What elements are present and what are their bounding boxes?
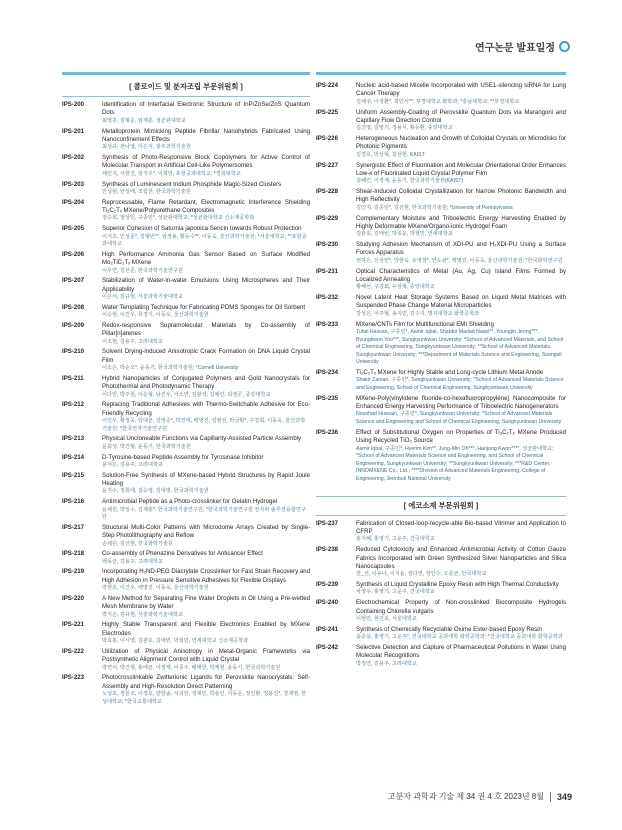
presentation-code: IPS-215	[62, 471, 85, 479]
presentation-title: Water Templating Technique for Fabricating PDMS Sponges for Oil Sorbent	[102, 303, 306, 311]
presentation-authors: 윤지은, 김용주, 고려대학교	[102, 461, 163, 468]
presentation-code: IPS-207	[62, 277, 85, 285]
presentation-title: Ti₃C₂Tₓ MXene for Highly Stable and Long-cycle Lithium Metal Anode	[356, 368, 544, 376]
presentation-code: IPS-238	[316, 546, 339, 554]
presentation-code: IPS-210	[62, 348, 85, 356]
list-item	[316, 162, 566, 186]
left-column	[62, 72, 310, 709]
circle-icon	[559, 41, 570, 52]
presentation-code: IPS-225	[316, 108, 339, 116]
presentation-title: Incorporating H₂ND-PEG Diacrylate Crosslinker for Fast Strain Recovery and High Adhesion in Pressure Sensitive Adhesives for Flexible Displays	[102, 568, 310, 584]
section-rule	[316, 515, 566, 516]
presentation-code: IPS-213	[62, 435, 85, 443]
presentation-title: Antimicrobial Peptide as a Photo-crosslinker for Gelatin Hydrogel	[102, 498, 278, 506]
presentation-title: Uniform Assembly-Coating of Perovskite Quantum Dots via Marangoni and Capillary Flow Direction Control	[356, 108, 566, 124]
presentation-code: IPS-206	[62, 250, 85, 258]
presentation-code: IPS-202	[62, 154, 85, 161]
presentation-code: IPS-205	[62, 225, 85, 233]
presentation-authors: 홍지혜, 홍영기, 고운주, 건국대학교	[356, 536, 435, 543]
presentation-authors: 윤채원, 박일수, 김재홍*, 한국과학기술연구원; *한국과학기술연구원 전자파 솔루션융합연구단	[102, 506, 306, 521]
presentation-code: IPS-220	[62, 594, 85, 602]
presentation-title: A New Method for Separating Fine Water Droplets in Oil Using a Pre-wetted Mesh Membrane by Water	[102, 594, 310, 611]
presentation-title: Metalloprotein Mimicking Peptide Fibrillar Nanohybrids Fabricated Using Nanoconfinement Effects	[102, 127, 310, 143]
presentation-code: IPS-228	[316, 188, 339, 195]
presentation-authors: 이소현, 김용주, 고려대학교	[102, 338, 163, 345]
presentation-code: IPS-201	[62, 127, 85, 135]
presentation-title: Solution-Free Synthesis of MXene-based Hybrid Structures by Rapid Joule Heating	[102, 471, 310, 488]
presentation-title: Reduced Cytotoxicity and Enhanced Antimicrobial Activity of Cotton Gauze Fabrics Incorporated with Green Synthesized Silver Nanoparticles and Silica Nanocapsules	[356, 546, 566, 570]
section-title-colloid: [ 콜로이드 및 분자조립 부문위원회 ]	[129, 82, 243, 91]
section-rule	[316, 496, 566, 497]
presentation-authors: 강성은, 이주형, 송지민, 김수지, 명지대학교 화학공학과	[356, 310, 480, 317]
presentation-authors: 박효홍, 이서영, 김관호, 김태빈, 박철민, 연세대학교 신소재공학과	[102, 638, 249, 645]
presentation-code: IPS-235	[316, 394, 339, 402]
presentation-code: IPS-219	[62, 568, 85, 576]
presentation-title: Reprocessable, Flame Retardant, Electromagnetic Interference Shielding Ti₃C₂Tₓ MXene/Polyurethane Composites	[102, 198, 310, 214]
presentation-code: IPS-227	[316, 161, 339, 169]
list-item	[62, 454, 310, 470]
presentation-authors: 이인우, 황정욱, 임대균, 김영준*, 박진태, 백명진, 김현선, 박금환*, 구강회, 이동욱, 울산과학기술원; *한국전자기술연구원	[102, 418, 306, 432]
page-header	[475, 39, 570, 54]
list-item	[62, 225, 310, 249]
presentation-authors: 노성호, 정원조, 이경호, 양한솔, 서의한, 정재민, 박솔인, 이동운, 정인환, 정용진*, 경재영, 한성대학교; *한국교통대학교	[102, 691, 307, 705]
presentation-authors: Aamir Iqbal, 구종민*, Hyerim Kim**, Jung-Min Oh***, Hanjung Kwon****, 성균관대학교; *School of Advanced Materials Science and Engineering, and School of Chemical Engineering, Sungkyunkwan University; **Sungkyunkwan University; ***R&D Center, INNOMXENE Co., Ltd.; ****Division of Advanced Materials Engineering, College of Engineering, Jeonbuk National University	[356, 445, 554, 482]
presentation-authors: 채민지, 서현진, 임지우*, 이희민, 포항공과대학교; *경희대학교	[102, 170, 241, 177]
divider	[550, 792, 551, 802]
list-item	[316, 109, 566, 133]
presentation-title: Hybrid Nanoparticles of Conjugated Polymers and Gold Nanocrystals for Photothermal and Photodynamic Therapy	[102, 374, 310, 391]
presentation-code: IPS-204	[62, 198, 85, 206]
presentation-code: IPS-208	[62, 303, 85, 311]
presentation-authors: 이우연, 김선준, 한국과학기술연구원	[102, 267, 183, 274]
presentation-list-right	[316, 82, 566, 484]
presentation-authors: Noushad Hussain, 구종민*, Sungkyunkwan University; *School of Advanced Materials Science and Engineering and School of Chemical Engineering, Sungkyunkwan University	[356, 411, 562, 426]
presentation-code: IPS-214	[62, 453, 85, 461]
presentation-code: IPS-229	[316, 214, 339, 222]
presentation-authors: 최성규, 전나영, 이은지, 광주과학기술원	[102, 144, 191, 151]
presentation-title: Structural Multi-Color Patterns with Microdome Arrays Created by Single-Step Photolithography and Reflow	[102, 523, 310, 540]
presentation-title: Synthesis of Luminescent Indium Phosphide Magic-Sized Clusters	[102, 180, 282, 188]
column-top-bar	[316, 72, 566, 75]
presentation-title: MXene/CNTs Film for Multifunctional EMI Shielding	[356, 320, 494, 328]
presentation-title: Effect of Substitutional Oxygen on Properties of Ti₃C₂Tₓ MXene Produced Using Recycled TiO₂ Source	[356, 428, 566, 445]
presentation-title: Optical Characteristics of Metal (Au, Ag, Cu) Island Films Formed by Localized Annealing	[356, 267, 566, 283]
presentation-authors: 윤지수, 정희태, 김승영, 김대영, 한국과학기술원	[102, 488, 209, 495]
presentation-code: IPS-216	[62, 498, 85, 506]
presentation-authors: Shakir Zaman, 구종민*, Sungkyunkwan University; *School of Advanced Materials Science and Engineering, School of Chemical Engineering, Sungkyunkwan University	[356, 377, 564, 391]
presentation-code: IPS-232	[316, 294, 339, 301]
presentation-code: IPS-209	[62, 321, 85, 329]
list-item	[316, 520, 566, 544]
list-item	[62, 498, 310, 522]
list-item	[62, 568, 310, 592]
presentation-authors: 이다빈, 박주현, 이운형, 남진우, 이소연, 김광석, 김채린, 티엔콘, 중앙대학교	[102, 391, 271, 398]
presentation-authors: 윤회성, 박건형, 윤동기, 한국과학기술원	[102, 443, 191, 450]
list-item	[316, 135, 566, 159]
presentation-code: IPS-234	[316, 368, 339, 376]
presentation-code: IPS-242	[316, 643, 339, 651]
presentation-title: Complementary Moisture and Triboelectric Energy Harvesting Enabled by Highly Deformable MXene/Organo-ionic Hydrogel Foam	[356, 214, 566, 230]
journal-info: 고분자 과학과 기술 제 34 권 4 호 2023년 8월	[387, 792, 544, 801]
presentation-code: IPS-230	[316, 241, 339, 248]
presentation-title: Selective Detection and Capture of Pharmaceutical Pollutions in Water Using Molecular Recognitions	[356, 643, 566, 660]
list-item	[316, 644, 566, 668]
presentation-title: Photocrosslinkable Zwitterionic Ligands for Perovskite Nanocrystals: Self-Assembly and High-Resolution Direct Patterning	[102, 674, 310, 690]
presentation-code: IPS-223	[62, 674, 85, 682]
presentation-list-left	[62, 101, 310, 706]
presentation-title: Fabrication of Closed-loop-recycle-able Bio-based Vitrimer and Application to CFRP	[356, 519, 566, 536]
presentation-title: D-Tyrosine-based Peptide Assembly for Tyrosinase Inhibitor	[102, 453, 264, 461]
list-item	[62, 401, 310, 433]
list-item	[316, 626, 566, 642]
presentation-title: Heterogeneous Nucleation and Growth of Colloidal Crystals on Microdisks for Photonic Pigments	[356, 135, 566, 151]
presentation-title: Synthesis of Liquid Crystalline Epoxy Resin with High Thermal Conductivity	[356, 581, 559, 589]
list-item	[316, 268, 566, 292]
presentation-list-eco	[316, 520, 566, 669]
list-item	[62, 101, 310, 125]
presentation-title: Synthesis of Photo-Responsive Block Copolymers for Active Control of Molecular Transport in Artificial Cell-Like Polymersomes	[102, 154, 310, 170]
list-item	[316, 581, 566, 597]
presentation-code: IPS-221	[62, 621, 85, 629]
presentation-authors: 김채주, 이정환*, 최민서**, 부경대학교 화학과; *충남대학교; **부경대학교	[356, 98, 520, 105]
list-item	[62, 304, 310, 320]
presentation-authors: 박현호, 이건우, 백명진, 이동욱, 울산과학기술원	[102, 585, 209, 592]
presentation-title: Co-assembly of Phenazine Derivatives for Anticancer Effect	[102, 550, 263, 558]
list-item	[316, 215, 566, 239]
page-number: 349	[556, 791, 572, 802]
presentation-title: Nucleic acid-based Micelle Incorporated with USE1-silencing siRNA for Lung Cancer Therapy	[356, 82, 566, 98]
list-item	[316, 241, 566, 265]
list-item	[316, 321, 566, 367]
list-item	[62, 128, 310, 152]
presentation-authors: 박정연, 김용주, 고려대학교	[356, 660, 417, 667]
presentation-authors: 박지은, 김규현, 서울과학기술대학교	[102, 611, 183, 618]
list-item	[62, 524, 310, 548]
presentation-authors: 윤준실, 홍영기, 고운주*, 건국대학교 공과대학 화학공학과; *건국대학교 공과대학 화학공학과	[356, 634, 563, 641]
presentation-authors: 안성현, 안성배, 조힘찬, 한국과학기술원	[102, 188, 191, 195]
presentation-authors: 백동균, 김용주, 고려대학교	[102, 558, 163, 565]
presentation-authors: 이은서, 김규현, 서울과학기술대학교	[102, 294, 183, 301]
presentation-code: IPS-222	[62, 647, 85, 655]
list-item	[62, 375, 310, 399]
list-item	[62, 199, 310, 223]
presentation-code: IPS-203	[62, 180, 85, 188]
list-item	[316, 429, 566, 484]
list-item	[62, 322, 310, 346]
presentation-authors: 김관호, 김태빈, 박종윤, 박철민, 연세대학교	[356, 231, 453, 238]
presentation-code: IPS-218	[62, 550, 85, 558]
presentation-authors: 정승희, 정성민, 구종민*, 성균관대학교; *성균관대학교 신소재공학과	[102, 215, 255, 222]
presentation-code: IPS-237	[316, 519, 339, 527]
list-item	[62, 277, 310, 301]
presentation-code: IPS-211	[62, 374, 84, 382]
list-item	[62, 472, 310, 496]
presentation-authors: 황혜선, 구강회, 유상혁, 중앙대학교	[356, 284, 435, 291]
presentation-title: Shear-Induced Colloidal Crystallization for Narrow Photonic Bandwidth and High Reflectivity	[356, 188, 566, 204]
list-item	[316, 599, 566, 623]
presentation-authors: 김인지, 김종민*, 김선현, 한국과학기술원; *University of Pennsylvania	[356, 204, 513, 211]
presentation-authors: 박연서, 박건형, 홍태균, 이정재, 이종주, 배태한, 박계현, 윤동기, 한국과학기술원	[102, 664, 281, 671]
header-title: 연구논문 발표일정	[474, 43, 555, 54]
presentation-code: IPS-236	[316, 428, 339, 436]
list-item	[62, 550, 310, 566]
presentation-authors: 이소은, 박순오*, 윤동기, 한국과학기술원; *Cornell University	[102, 365, 239, 372]
section-rule	[62, 96, 310, 97]
list-item	[62, 595, 310, 619]
list-item	[62, 648, 310, 672]
page-footer	[388, 791, 572, 802]
presentation-title: Utilization of Physical Anisotropy in Metal-Organic Frameworks via Postsynthetic Alignment Control with Liquid Crystal	[102, 647, 310, 664]
presentation-authors: 한_선, 이유나, 이지윤, 권다연, 정인수, 오준균, 단국대학교	[356, 571, 487, 578]
presentation-code: IPS-231	[316, 267, 339, 275]
presentation-code: IPS-217	[62, 523, 85, 531]
presentation-title: Novel Latent Heat Storage Systems Based on Liquid Metal Matrices with Suspended Phase Change Material Microparticles	[356, 294, 566, 310]
right-column	[316, 72, 566, 670]
list-item	[316, 82, 566, 106]
presentation-title: Redox-responsive Supramolecular Materials by Co-assembly of Pillar[n]arenes	[102, 321, 310, 338]
presentation-code: IPS-239	[316, 581, 339, 589]
presentation-authors: 이지호, 민성준*, 김형빈**, 임정용, 황동수**, 이동욱, 울산과학기술원; *서울대학교; **포항공과대학교	[102, 233, 307, 248]
presentation-authors: 차영우, 홍영기, 고운주, 건국대학교	[356, 589, 435, 596]
presentation-authors: 이현민, 현진호, 서울대학교	[356, 615, 417, 622]
presentation-title: Physical Uncloneable Functions via Capillarity-Assisted Particle Assembly	[102, 435, 302, 443]
presentation-authors: 김경호, 박상혁, 김선현, KAIST	[356, 151, 425, 158]
column-top-bar	[62, 72, 310, 75]
presentation-authors: 김진영, 김병기, 정용식, 황동환, 중앙대학교	[356, 125, 453, 132]
presentation-title: Electrochemical Property of Non-crosslinked Biocomposite Hydrogels Containing Chlorella vulgaris	[356, 599, 566, 615]
presentation-authors: 최영훈, 김형준, 임재훈, 성균관대학교	[102, 117, 186, 124]
presentation-title: Studying Adhesion Mechanism of XDI-PU and H₂XDI-PU Using a Surface Forces Apparatus	[356, 241, 566, 257]
presentation-title: Solvent Drying-induced Anisotropic Crack Formation on DNA Liquid Crystal Film	[102, 348, 310, 364]
presentation-authors: Tufail Hassan, 구종민*, Aamir Iqbal, Shabbir Madad Naqvi**, Youngjin Jeong***, Byungkwon Yoo***, Sungkyunkwan University; *School of Advanced Materials, and School of Chemical Engineering, Sungkyunkwan University; **School of Advanced Materials, Sungkyunkwan University; ***Department of Materials Science and Engineering, Soongsil University	[356, 328, 564, 366]
presentation-code: IPS-212	[62, 401, 85, 409]
list-item	[316, 188, 566, 212]
list-item	[62, 674, 310, 706]
list-item	[316, 395, 566, 427]
presentation-title: Synthesis of Chemically Recyclable Oxime Ester-based Epoxy Resin	[356, 625, 542, 633]
presentation-title: Stabilization of Water-in-water Emulsions Using Microspheres and Their Applicability	[102, 277, 310, 293]
presentation-authors: 손채원, 김선현, 한국과학기술원	[102, 540, 173, 547]
list-item	[316, 369, 566, 393]
list-item	[62, 154, 310, 178]
list-item	[62, 251, 310, 275]
presentation-title: High Performance Ammonia Gas Sensor Based on Surface Modified Mo₂TiC₂Tₓ MXene	[102, 250, 310, 267]
presentation-authors: 권하은, 신상민*, 박현욱, 유영창*, 안도완*, 백명진, 이동욱, 울산과학기술원; *한국화학연구원	[356, 257, 563, 264]
presentation-authors: 이승현, 이건우, 류경기, 이동욱, 울산과학기술원	[102, 312, 209, 319]
list-item	[316, 546, 566, 579]
presentation-code: IPS-240	[316, 599, 339, 607]
presentation-title: Identification of Interfacial Electronic Structure of InP/ZnSe/ZnS Quantum Dots	[102, 101, 310, 117]
presentation-title: Highly Stable Transparent and Flexible Electronics Enabled by MXene Electrodes	[102, 621, 310, 637]
presentation-code: IPS-233	[316, 320, 339, 328]
presentation-code: IPS-241	[316, 625, 339, 633]
list-item	[62, 621, 310, 645]
presentation-title: Replacing Traditional Adhesives with Thermo-Switchable Adhesive for Eco-Friendly Recycling	[102, 401, 310, 417]
presentation-title: Superior Cohesion of Saturnia japonica Sericin towards Robust Protection	[102, 225, 302, 233]
list-item	[316, 294, 566, 318]
presentation-code: IPS-226	[316, 135, 339, 142]
list-item	[62, 348, 310, 372]
list-item	[62, 435, 310, 451]
presentation-authors: 김혜민, 이정재, 윤동기, 한국과학기술원(KAIST)	[356, 178, 464, 185]
presentation-title: MXene-Poly(vinylidene fluoride-co-hexafluoropropylene) Nanocomposite for Enhanced Energy Harvesting Performance of Triboelectric Nanogenerators	[356, 394, 566, 411]
presentation-title: Synergistic Effect of Fluorination and Molecular Orientational Order Enhances Low-κ of Fluorinated Liquid Crystal Polymer Film	[356, 161, 566, 177]
presentation-code: IPS-200	[62, 101, 85, 108]
list-item	[62, 181, 310, 197]
presentation-code: IPS-224	[316, 82, 339, 89]
section-title-eco: [ 에코소재 부문위원회 ]	[403, 500, 479, 510]
